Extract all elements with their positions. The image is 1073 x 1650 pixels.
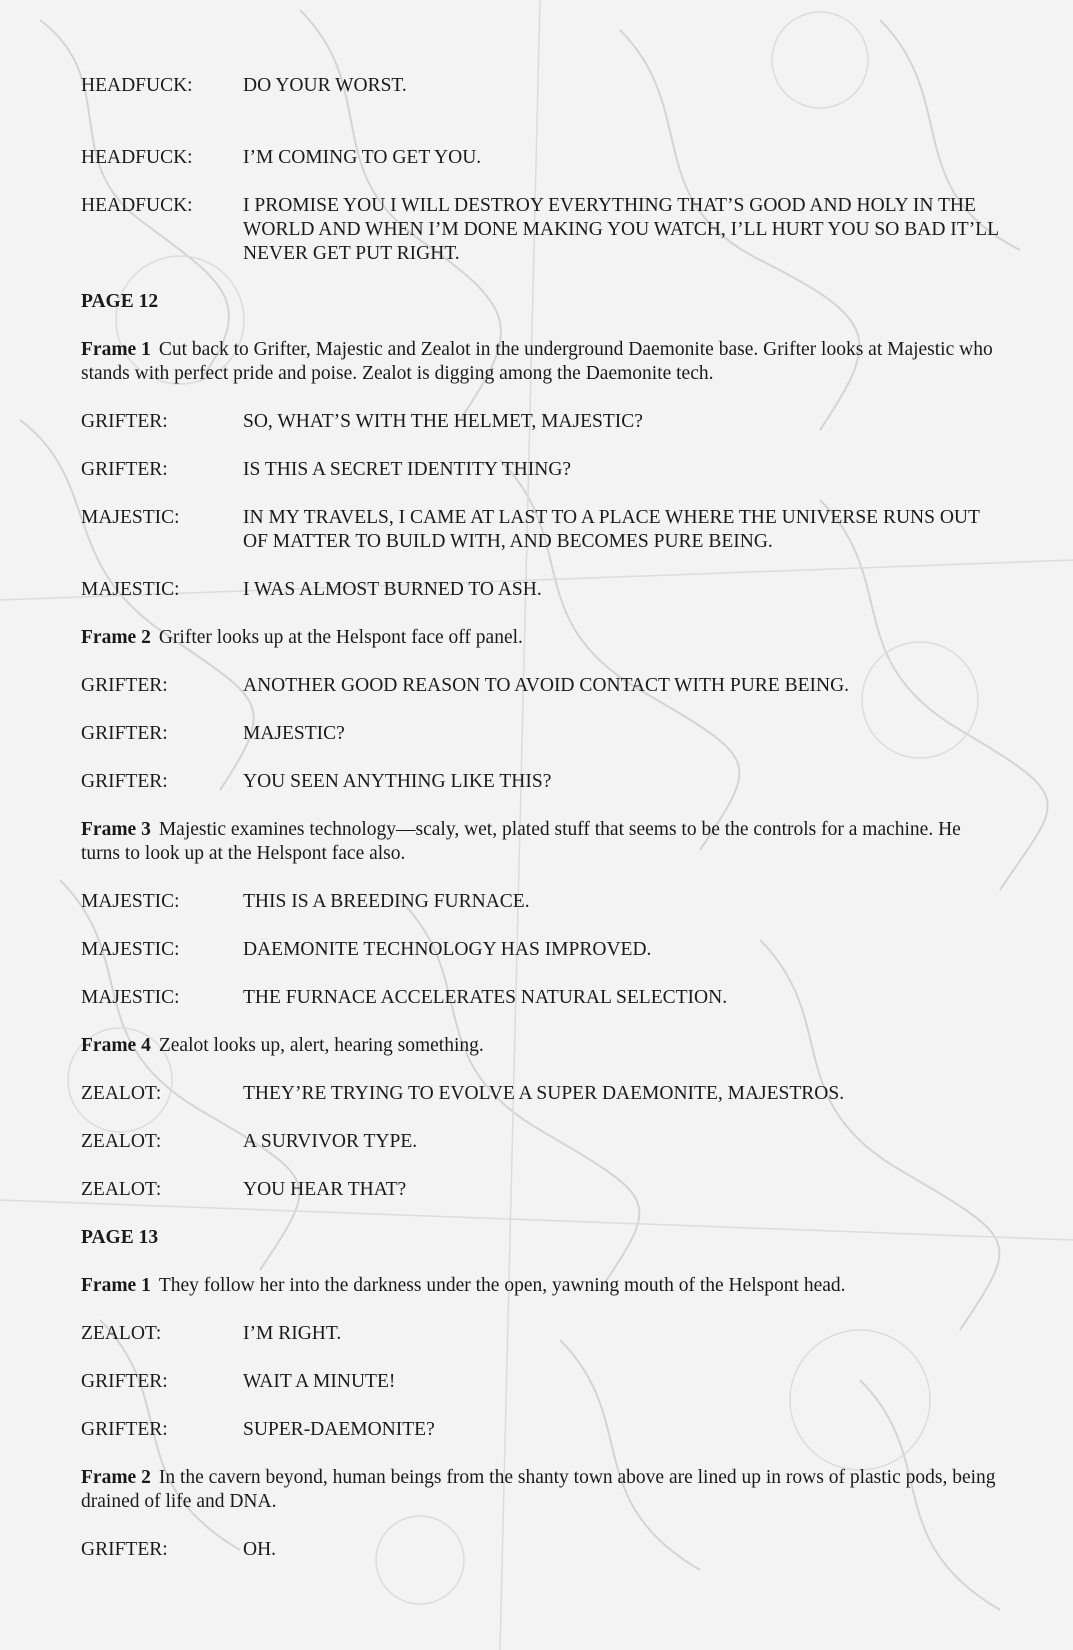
dialogue-text: THIS IS A BREEDING FURNACE. xyxy=(243,891,530,912)
dialogue-line xyxy=(81,722,1001,746)
frame-label: Frame 1 xyxy=(81,1275,151,1296)
frame-label: Frame 1 xyxy=(81,339,151,360)
dialogue-line xyxy=(81,458,1001,482)
speaker-label: ZEALOT: xyxy=(81,1131,162,1152)
dialogue-line xyxy=(81,1322,1001,1346)
speaker-label: MAJESTIC: xyxy=(81,939,180,960)
dialogue-line xyxy=(81,410,1001,434)
dialogue-text: SUPER-DAEMONITE? xyxy=(243,1419,435,1440)
dialogue-line xyxy=(81,674,1001,698)
speaker-label: GRIFTER: xyxy=(81,1539,168,1560)
frame-description xyxy=(81,1274,1001,1298)
speaker-label: GRIFTER: xyxy=(81,675,168,696)
dialogue-text: OH. xyxy=(243,1539,277,1560)
speaker-label: GRIFTER: xyxy=(81,1371,168,1392)
dialogue-line xyxy=(81,1370,1001,1394)
frame-label: Frame 4 xyxy=(81,1035,151,1056)
speaker-label: GRIFTER: xyxy=(81,459,168,480)
dialogue-line xyxy=(81,1418,1001,1442)
frame-text: In the cavern beyond, human beings from the shanty town above are lined up in rows of plastic pods, being drained of life and DNA. xyxy=(81,1467,996,1512)
dialogue-line xyxy=(81,1178,1001,1202)
dialogue-line xyxy=(81,1130,1001,1154)
speaker-label: MAJESTIC: xyxy=(81,579,180,600)
frame-description xyxy=(81,1466,1001,1514)
frame-label: Frame 3 xyxy=(81,819,151,840)
dialogue-line xyxy=(81,506,1001,554)
dialogue-line xyxy=(81,938,1001,962)
dialogue-text: I’M COMING TO GET YOU. xyxy=(243,147,482,168)
frame-label: Frame 2 xyxy=(81,1467,151,1488)
page-heading: PAGE 12 xyxy=(81,291,159,312)
dialogue-line xyxy=(81,578,1001,602)
speaker-label: ZEALOT: xyxy=(81,1083,162,1104)
frame-description xyxy=(81,1034,1001,1058)
speaker-label: HEADFUCK: xyxy=(81,195,193,216)
dialogue-text: THEY’RE TRYING TO EVOLVE A SUPER DAEMONITE, MAJESTROS. xyxy=(243,1083,845,1104)
dialogue-line xyxy=(81,1538,1001,1562)
frame-text: Zealot looks up, alert, hearing something. xyxy=(158,1035,484,1056)
speaker-label: GRIFTER: xyxy=(81,411,168,432)
speaker-label: MAJESTIC: xyxy=(81,891,180,912)
speaker-label: GRIFTER: xyxy=(81,723,168,744)
dialogue-line xyxy=(81,74,1001,98)
dialogue-text: MAJESTIC? xyxy=(243,723,345,744)
speaker-label: HEADFUCK: xyxy=(81,147,193,168)
dialogue-line xyxy=(81,986,1001,1010)
dialogue-text: WAIT A MINUTE! xyxy=(243,1371,396,1392)
frame-description xyxy=(81,626,1001,650)
speaker-label: MAJESTIC: xyxy=(81,507,180,528)
frame-text: Grifter looks up at the Helspont face off panel. xyxy=(158,627,523,648)
dialogue-text: A SURVIVOR TYPE. xyxy=(243,1131,418,1152)
speaker-label: MAJESTIC: xyxy=(81,987,180,1008)
frame-text: They follow her into the darkness under the open, yawning mouth of the Helspont head. xyxy=(158,1275,846,1296)
dialogue-text: THE FURNACE ACCELERATES NATURAL SELECTION. xyxy=(243,987,728,1008)
frame-text: Cut back to Grifter, Majestic and Zealot in the underground Daemonite base. Grifter looks at Majestic who stands with perfect pride and poise. Zealot is digging among the Daemonite tech. xyxy=(81,339,993,384)
page-heading: PAGE 13 xyxy=(81,1227,159,1248)
speaker-label: ZEALOT: xyxy=(81,1323,162,1344)
dialogue-text: DO YOUR WORST. xyxy=(243,75,407,96)
dialogue-text: IS THIS A SECRET IDENTITY THING? xyxy=(243,459,572,480)
dialogue-line xyxy=(81,1082,1001,1106)
dialogue-text: SO, WHAT’S WITH THE HELMET, MAJESTIC? xyxy=(243,411,643,432)
speaker-label: HEADFUCK: xyxy=(81,75,193,96)
dialogue-text: ANOTHER GOOD REASON TO AVOID CONTACT WITH PURE BEING. xyxy=(243,675,850,696)
dialogue-line xyxy=(81,194,1001,266)
dialogue-line xyxy=(81,770,1001,794)
dialogue-text: I WAS ALMOST BURNED TO ASH. xyxy=(243,579,542,600)
frame-description xyxy=(81,338,1001,386)
dialogue-line xyxy=(81,146,1001,170)
frame-text: Majestic examines technology—scaly, wet, plated stuff that seems to be the controls for a machine. He turns to look up at the Helspont face also. xyxy=(81,819,961,864)
script-page xyxy=(81,74,1001,1586)
speaker-label: ZEALOT: xyxy=(81,1179,162,1200)
dialogue-text: YOU SEEN ANYTHING LIKE THIS? xyxy=(243,771,552,792)
dialogue-text: DAEMONITE TECHNOLOGY HAS IMPROVED. xyxy=(243,939,652,960)
frame-label: Frame 2 xyxy=(81,627,151,648)
speaker-label: GRIFTER: xyxy=(81,771,168,792)
dialogue-text: IN MY TRAVELS, I CAME AT LAST TO A PLACE WHERE THE UNIVERSE RUNS OUT OF MATTER TO BUILD WITH, AND BECOMES PURE BEING. xyxy=(243,507,980,552)
dialogue-text: YOU HEAR THAT? xyxy=(243,1179,407,1200)
dialogue-text: I’M RIGHT. xyxy=(243,1323,342,1344)
frame-description xyxy=(81,818,1001,866)
dialogue-text: I PROMISE YOU I WILL DESTROY EVERYTHING THAT’S GOOD AND HOLY IN THE WORLD AND WHEN I’M DONE MAKING YOU WATCH, I’LL HURT YOU SO BAD IT’LL NEVER GET PUT RIGHT. xyxy=(243,195,999,264)
dialogue-line xyxy=(81,890,1001,914)
speaker-label: GRIFTER: xyxy=(81,1419,168,1440)
